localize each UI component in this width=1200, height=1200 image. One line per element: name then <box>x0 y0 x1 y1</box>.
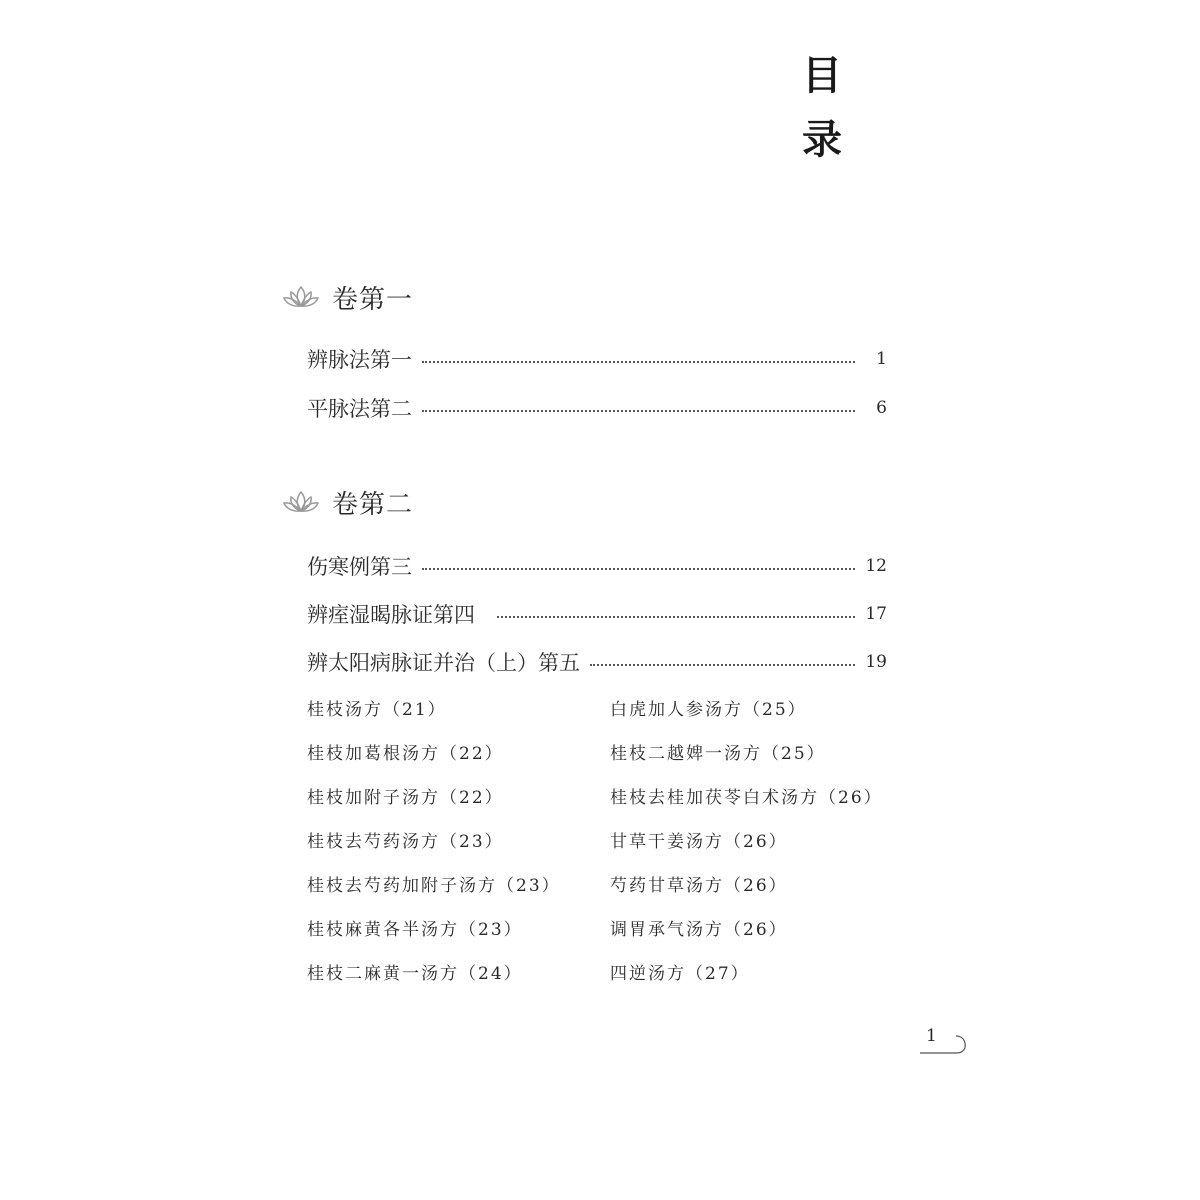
volume-title: 卷第二 <box>332 489 414 520</box>
toc-entry[interactable] <box>307 344 887 374</box>
toc-entry[interactable] <box>307 647 887 677</box>
formula-item[interactable]: 甘草干姜汤方（26） <box>610 832 788 852</box>
page-title-char-2: 录 <box>802 116 842 163</box>
formula-item[interactable]: 桂枝汤方（21） <box>307 700 447 720</box>
toc-entry[interactable] <box>307 393 887 423</box>
dot-leader <box>590 664 855 666</box>
formula-item[interactable]: 桂枝去芍药汤方（23） <box>307 832 504 852</box>
toc-entry-title: 辨太阳病脉证并治（上）第五 <box>307 651 580 675</box>
page-number: 1 <box>926 1026 937 1046</box>
toc-entry[interactable] <box>307 599 887 629</box>
dot-leader <box>497 616 855 618</box>
formula-item[interactable]: 桂枝加葛根汤方（22） <box>307 744 504 764</box>
toc-entry-page: 17 <box>865 604 887 624</box>
lotus-icon <box>282 489 320 515</box>
formula-item[interactable]: 四逆汤方（27） <box>610 964 750 984</box>
dot-leader <box>422 361 855 363</box>
toc-entry-title: 平脉法第二 <box>307 397 412 421</box>
dot-leader <box>422 568 855 570</box>
volume-heading-2 <box>282 482 413 522</box>
toc-entry[interactable] <box>307 551 887 581</box>
page-title-char-1: 目 <box>802 52 842 99</box>
volume-heading-1 <box>282 277 413 317</box>
toc-entry-page: 12 <box>865 556 887 576</box>
formula-item[interactable]: 调胃承气汤方（26） <box>610 920 788 940</box>
volume-title: 卷第一 <box>332 284 414 315</box>
toc-entry-page: 19 <box>865 652 887 672</box>
dot-leader <box>422 410 855 412</box>
formula-item[interactable]: 桂枝去芍药加附子汤方（23） <box>307 876 561 896</box>
formula-item[interactable]: 桂枝加附子汤方（22） <box>307 788 504 808</box>
toc-entry-title: 伤寒例第三 <box>307 555 412 579</box>
formula-item[interactable]: 桂枝二麻黄一汤方（24） <box>307 964 523 984</box>
toc-entry-title: 辨痓湿暍脉证第四 <box>307 603 475 627</box>
lotus-icon <box>282 284 320 310</box>
toc-entry-page: 6 <box>876 398 887 418</box>
formula-item[interactable]: 桂枝去桂加茯苓白术汤方（26） <box>610 788 883 808</box>
formula-item[interactable]: 白虎加人参汤方（25） <box>610 700 807 720</box>
toc-entry-page: 1 <box>876 349 887 369</box>
formula-item[interactable]: 桂枝二越婢一汤方（25） <box>610 744 826 764</box>
formula-item[interactable]: 桂枝麻黄各半汤方（23） <box>307 920 523 940</box>
formula-item[interactable]: 芍药甘草汤方（26） <box>610 876 788 896</box>
toc-entry-title: 辨脉法第一 <box>307 348 412 372</box>
